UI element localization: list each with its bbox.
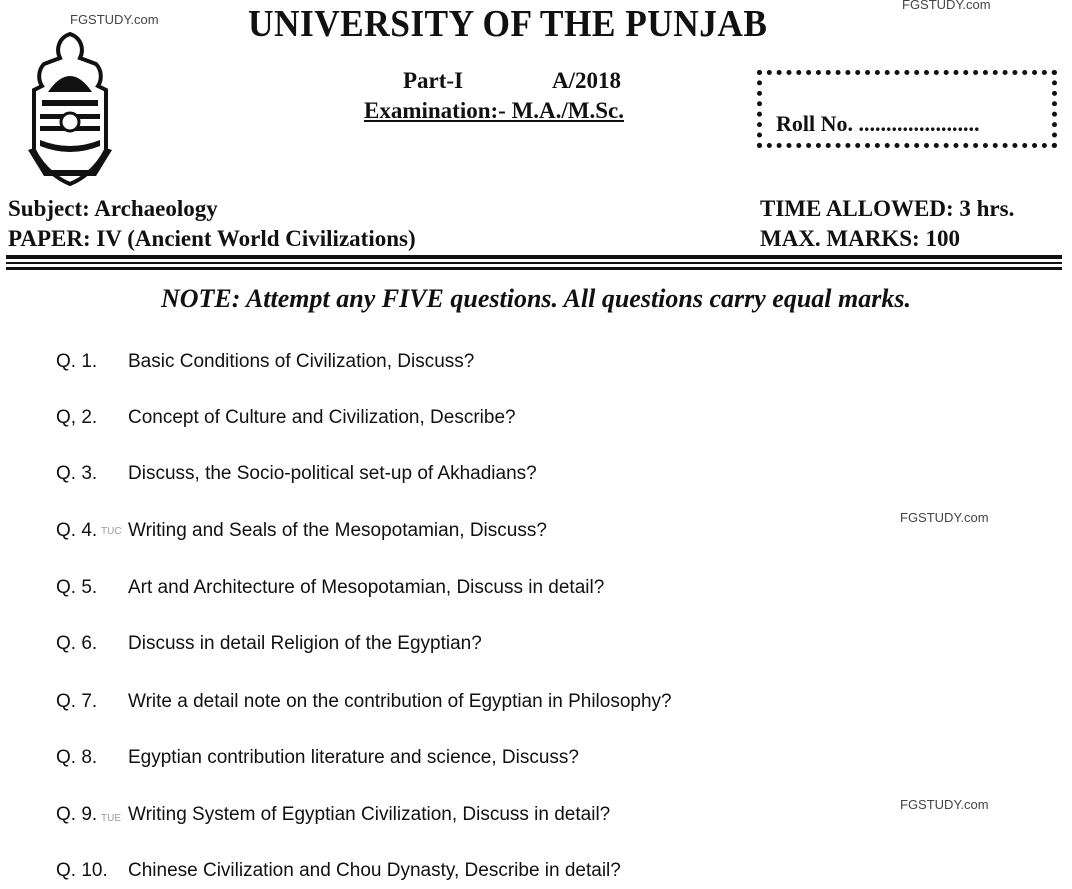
question-item <box>56 860 621 882</box>
question-number: Q. 6. <box>56 633 98 654</box>
question-text: Basic Conditions of Civilization, Discuss? <box>128 351 475 372</box>
subject-label: Subject: Archaeology <box>8 196 218 221</box>
question-item <box>56 351 474 373</box>
question-text: Egyptian contribution literature and science, Discuss? <box>128 747 579 768</box>
question-text: Writing and Seals of the Mesopotamian, Discuss? <box>128 520 547 541</box>
header-divider <box>6 262 1062 264</box>
question-text: Writing System of Egyptian Civilization, Discuss in detail? <box>128 804 611 825</box>
question-text: Discuss, the Socio-political set-up of Akhadians? <box>128 463 537 484</box>
question-item <box>56 633 482 655</box>
question-text: Concept of Culture and Civilization, Describe? <box>128 407 516 428</box>
paper-label: PAPER: IV (Ancient World Civilizations) <box>8 226 416 251</box>
watermark: TUE <box>101 813 121 824</box>
question-text: Discuss in detail Religion of the Egyptian? <box>128 633 482 654</box>
question-number: Q. 9. <box>56 804 98 825</box>
question-number: Q. 8. <box>56 747 98 768</box>
roll-number-label: Roll No. ...................... <box>776 111 980 136</box>
university-title: UNIVERSITY OF THE PUNJAB <box>248 3 768 45</box>
question-number: Q. 10. <box>56 860 108 881</box>
question-text: Art and Architecture of Mesopotamian, Discuss in detail? <box>128 577 605 598</box>
max-marks-label: MAX. MARKS: 100 <box>760 226 960 251</box>
question-item <box>56 463 537 485</box>
question-number: Q. 5. <box>56 577 98 598</box>
instructions-note: NOTE: Attempt any FIVE questions. All questions carry equal marks. <box>160 284 911 313</box>
examination-label: Examination:- M.A./M.Sc. <box>364 98 625 123</box>
question-number: Q, 2. <box>56 407 98 428</box>
header-divider <box>6 267 1062 270</box>
watermark: TUC <box>101 526 122 537</box>
question-item <box>56 691 672 713</box>
session-label: A/2018 <box>552 68 621 93</box>
question-item <box>56 577 604 599</box>
roll-number-box <box>757 70 1057 148</box>
watermark: FGSTUDY.com <box>900 797 989 812</box>
watermark: FGSTUDY.com <box>70 12 159 27</box>
question-number: Q. 3. <box>56 463 98 484</box>
question-number: Q. 4. <box>56 520 98 541</box>
question-item <box>56 520 547 542</box>
question-text: Chinese Civilization and Chou Dynasty, Describe in detail? <box>128 860 621 881</box>
part-label: Part-I <box>403 68 464 93</box>
time-allowed-label: TIME ALLOWED: 3 hrs. <box>760 196 1015 221</box>
question-number: Q. 1. <box>56 351 98 372</box>
university-crest-logo <box>14 30 126 186</box>
watermark: FGSTUDY.com <box>900 510 989 525</box>
question-text: Write a detail note on the contribution of Egyptian in Philosophy? <box>128 691 672 712</box>
question-item <box>56 407 516 429</box>
question-number: Q. 7. <box>56 691 98 712</box>
header-divider <box>6 255 1062 259</box>
question-item <box>56 747 579 769</box>
question-item <box>56 804 610 826</box>
watermark: FGSTUDY.com <box>902 0 991 12</box>
